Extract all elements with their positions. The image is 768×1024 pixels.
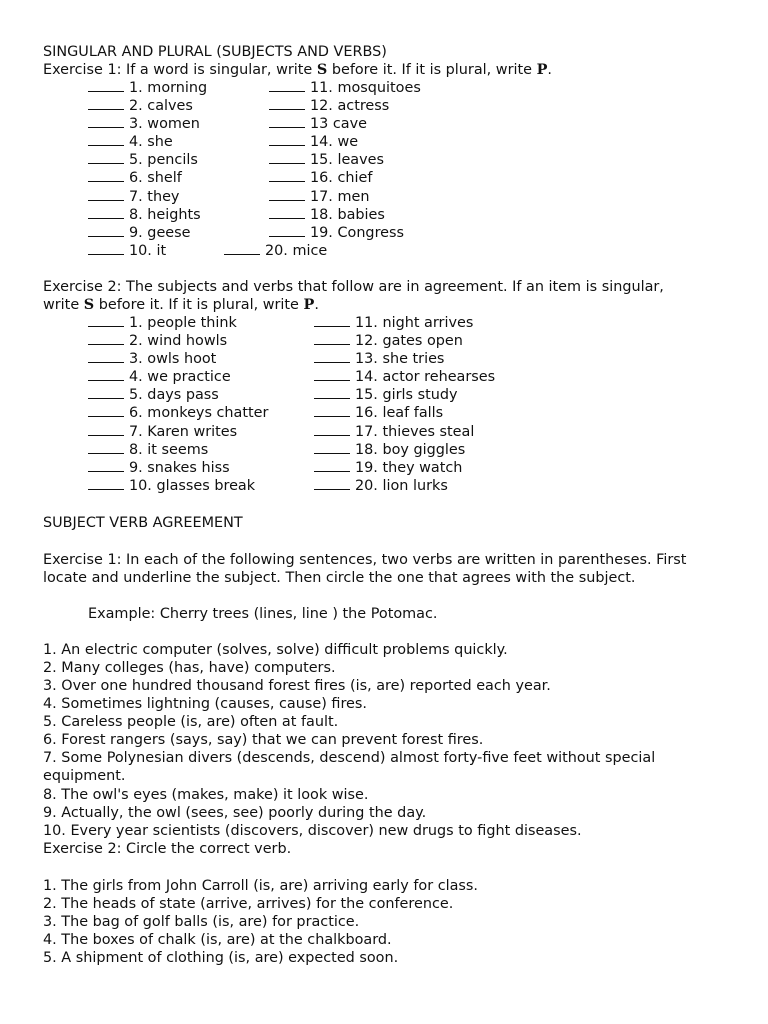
sva-ex2-title: Exercise 2: Circle the correct verb. (43, 841, 292, 857)
answer-blank[interactable] (314, 488, 350, 490)
item-label: 20. mice (265, 243, 328, 259)
item-label: 12. actress (310, 98, 390, 115)
answer-blank[interactable] (88, 253, 124, 255)
sentence-item: 3. The bag of golf balls (is, are) for practice. (43, 914, 360, 930)
answer-blank[interactable] (314, 452, 350, 454)
item-label: 1. people think (129, 315, 237, 331)
item-label: 18. babies (310, 206, 385, 223)
answer-blank[interactable] (88, 452, 124, 454)
item-label: 15. girls study (355, 387, 458, 404)
exercise2-instructions-line2 (43, 296, 319, 314)
list-item (269, 133, 421, 151)
answer-blank[interactable] (314, 343, 350, 345)
section-title-singular-plural: SINGULAR AND PLURAL (SUBJECTS AND VERBS) (43, 44, 387, 60)
item-label: 2. calves (129, 98, 193, 115)
list-item (224, 242, 327, 260)
answer-blank[interactable] (269, 235, 305, 237)
item-label: 7. they (129, 188, 180, 205)
sentence-item: 9. Actually, the owl (sees, see) poorly during the day. (43, 805, 427, 821)
list-item (314, 314, 495, 332)
answer-blank[interactable] (88, 144, 124, 146)
sentence-item: 1. An electric computer (solves, solve) difficult problems quickly. (43, 642, 508, 658)
sentence-item: 1. The girls from John Carroll (is, are) arriving early for class. (43, 878, 478, 894)
sentence-item: 8. The owl's eyes (makes, make) it look wise. (43, 787, 369, 803)
section-title-subject-verb: SUBJECT VERB AGREEMENT (43, 515, 243, 531)
list-item (314, 459, 495, 477)
answer-blank[interactable] (88, 343, 124, 345)
sentence-item: 10. Every year scientists (discovers, discover) new drugs to fight diseases. (43, 823, 582, 839)
ex2-text-a: write (43, 297, 84, 313)
answer-blank[interactable] (88, 397, 124, 399)
list-item (88, 133, 207, 151)
list-item (88, 459, 268, 477)
ex1-letter-s: S (316, 61, 328, 78)
ex2-text-c: . (314, 297, 319, 313)
list-item (88, 115, 207, 133)
answer-blank[interactable] (88, 415, 124, 417)
item-label: 13. she tries (355, 351, 445, 368)
exercise2-instructions-line1: Exercise 2: The subjects and verbs that follow are in agreement. If an item is singular, (43, 279, 664, 295)
answer-blank[interactable] (314, 379, 350, 381)
item-label: 16. leaf falls (355, 405, 444, 422)
answer-blank[interactable] (314, 397, 350, 399)
list-item (314, 441, 495, 459)
item-label: 7. Karen writes (129, 423, 238, 440)
list-item (269, 224, 421, 242)
item-label: 2. wind howls (129, 333, 228, 350)
answer-blank[interactable] (224, 253, 260, 255)
list-item (88, 441, 268, 459)
list-item (314, 423, 495, 441)
item-label: 9. geese (129, 224, 191, 241)
list-item (269, 169, 421, 187)
item-label: 15. leaves (310, 152, 384, 169)
item-label: 9. snakes hiss (129, 459, 230, 476)
ex1-left-column (88, 79, 207, 260)
answer-blank[interactable] (88, 162, 124, 164)
sentence-item: 7. Some Polynesian divers (descends, descend) almost forty-five feet without special (43, 750, 656, 766)
answer-blank[interactable] (88, 235, 124, 237)
item-label: 19. they watch (355, 459, 463, 476)
item-label: 17. thieves steal (355, 423, 475, 440)
sentence-item: 2. The heads of state (arrive, arrives) for the conference. (43, 896, 454, 912)
list-item (88, 242, 207, 260)
answer-blank[interactable] (88, 126, 124, 128)
item-label: 17. men (310, 188, 370, 205)
item-label: 3. women (129, 116, 200, 133)
list-item (269, 97, 421, 115)
item-label: 16. chief (310, 170, 373, 187)
answer-blank[interactable] (88, 90, 124, 92)
list-item (314, 386, 495, 404)
item-label: 11. night arrives (355, 315, 474, 331)
list-item (88, 79, 207, 97)
sentence-item: 5. A shipment of clothing (is, are) expected soon. (43, 950, 399, 966)
ex2-right-column (314, 314, 495, 495)
item-label: 6. monkeys chatter (129, 405, 269, 422)
sva-example: Example: Cherry trees (lines, line ) the Potomac. (88, 606, 438, 622)
list-item (314, 404, 495, 422)
answer-blank[interactable] (269, 108, 305, 110)
list-item (314, 350, 495, 368)
item-label: 19. Congress (310, 224, 405, 241)
list-item (88, 97, 207, 115)
answer-blank[interactable] (88, 470, 124, 472)
list-item (88, 169, 207, 187)
answer-blank[interactable] (88, 199, 124, 201)
answer-blank[interactable] (88, 434, 124, 436)
list-item (88, 314, 268, 332)
ex1-text-a: Exercise 1: If a word is singular, write (43, 62, 317, 78)
sentence-item: 3. Over one hundred thousand forest fires (is, are) reported each year. (43, 678, 551, 694)
ex2-letter-p: P (303, 296, 315, 313)
list-item (88, 151, 207, 169)
item-label: 13 cave (310, 116, 367, 133)
answer-blank[interactable] (88, 361, 124, 363)
item-label: 4. we practice (129, 369, 231, 386)
list-item (88, 350, 268, 368)
sentence-item: 4. The boxes of chalk (is, are) at the chalkboard. (43, 932, 392, 948)
list-item (269, 151, 421, 169)
item-label: 18. boy giggles (355, 441, 466, 458)
answer-blank[interactable] (88, 180, 124, 182)
answer-blank[interactable] (314, 415, 350, 417)
ex1-text-c: . (547, 62, 552, 78)
item-label: 4. she (129, 134, 173, 151)
answer-blank[interactable] (314, 361, 350, 363)
list-item (314, 477, 495, 495)
answer-blank[interactable] (314, 434, 350, 436)
list-item (88, 404, 268, 422)
item-label: 12. gates open (355, 333, 463, 350)
sva-ex1-instructions-line2: locate and underline the subject. Then circle the one that agrees with the subject. (43, 570, 636, 586)
item-label: 10. it (129, 242, 167, 259)
answer-blank[interactable] (269, 90, 305, 92)
sentence-item: 2. Many colleges (has, have) computers. (43, 660, 336, 676)
answer-blank[interactable] (88, 108, 124, 110)
answer-blank[interactable] (269, 199, 305, 201)
list-item (269, 79, 421, 97)
sentence-item: 6. Forest rangers (says, say) that we can prevent forest fires. (43, 732, 484, 748)
list-item (269, 115, 421, 133)
sentence-item: 4. Sometimes lightning (causes, cause) fires. (43, 696, 367, 712)
item-label: 5. days pass (129, 387, 219, 404)
exercise1-instructions (43, 61, 552, 79)
item-label: 20. lion lurks (355, 477, 448, 494)
answer-blank[interactable] (88, 325, 124, 327)
item-label: 8. it seems (129, 441, 209, 458)
list-item (88, 224, 207, 242)
item-label: 8. heights (129, 206, 201, 223)
ex2-letter-s: S (83, 296, 95, 313)
item-label: 6. shelf (129, 170, 182, 187)
item-label: 14. actor rehearses (355, 369, 496, 386)
ex1-text-b: before it. If it is plural, write (327, 62, 537, 78)
item-label: 3. owls hoot (129, 351, 217, 368)
list-item (88, 188, 207, 206)
answer-blank[interactable] (269, 162, 305, 164)
sentence-item: 5. Careless people (is, are) often at fault. (43, 714, 339, 730)
list-item (314, 368, 495, 386)
ex2-text-b: before it. If it is plural, write (94, 297, 304, 313)
list-item (314, 332, 495, 350)
ex1-letter-p: P (536, 61, 548, 78)
sentence-item-continued: equipment. (43, 768, 126, 784)
answer-blank[interactable] (88, 217, 124, 219)
list-item (88, 477, 268, 495)
item-label: 14. we (310, 134, 359, 151)
answer-blank[interactable] (314, 470, 350, 472)
ex1-item-20 (224, 242, 327, 260)
sva-ex1-instructions-line1: Exercise 1: In each of the following sentences, two verbs are written in parentheses. First (43, 552, 687, 568)
list-item (88, 423, 268, 441)
list-item (88, 332, 268, 350)
list-item (269, 188, 421, 206)
item-label: 5. pencils (129, 152, 198, 169)
answer-blank[interactable] (269, 144, 305, 146)
answer-blank[interactable] (88, 488, 124, 490)
item-label: 11. mosquitoes (310, 80, 421, 96)
list-item (88, 386, 268, 404)
answer-blank[interactable] (88, 379, 124, 381)
item-label: 1. morning (129, 80, 208, 96)
answer-blank[interactable] (314, 325, 350, 327)
ex2-left-column (88, 314, 268, 495)
ex1-right-column (269, 79, 421, 242)
list-item (269, 206, 421, 224)
answer-blank[interactable] (269, 126, 305, 128)
list-item (88, 206, 207, 224)
answer-blank[interactable] (269, 217, 305, 219)
item-label: 10. glasses break (129, 477, 256, 494)
answer-blank[interactable] (269, 180, 305, 182)
list-item (88, 368, 268, 386)
